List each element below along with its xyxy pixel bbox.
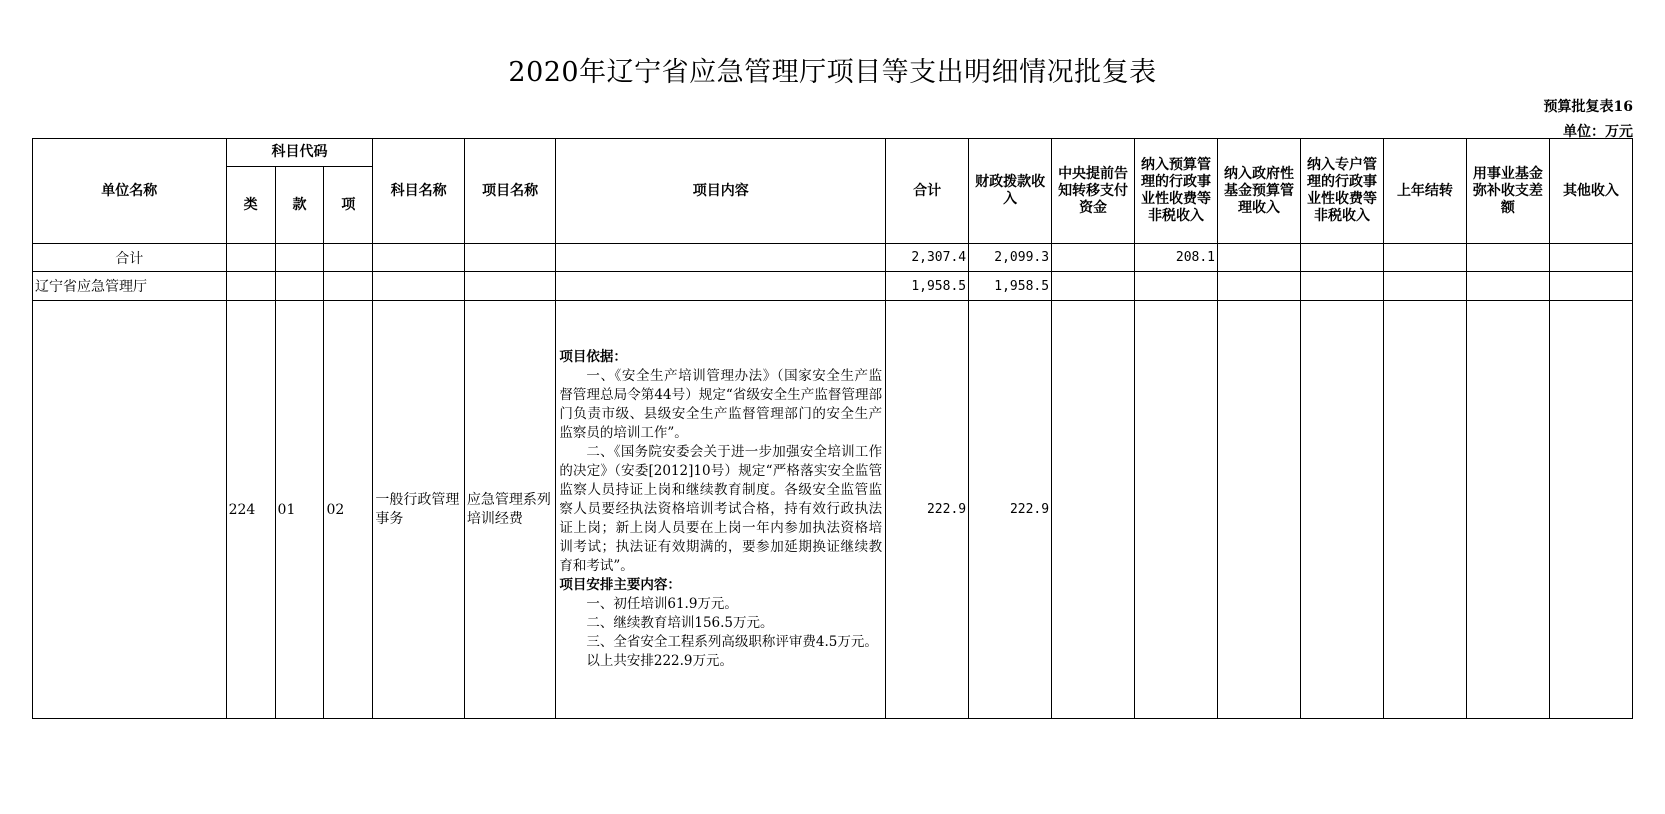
item-subject-name: 一般行政管理事务 [373,301,464,719]
header-special-acct: 纳入专户管理的行政事业性收费等非税收入 [1300,139,1383,244]
expenditure-table [32,138,1633,719]
cell [1383,301,1466,719]
cell [324,272,373,301]
cell [1052,301,1135,719]
basis-item-2: 二、《国务院安委会关于进一步加强安全培训工作的决定》（安委[2012]10号）规定“严格落实安全监管监察人员持证上岗和继续教育制度。各级安全监管监察人员要经执法资格培训考试合格，持有效行政执法证上岗；新上岗人员要在上岗一年内参加执法资格培训考试；执法证有效期满的，要参加延期换证继续教育和考试”。 [559,444,883,574]
header-budget-admin: 纳入预算管理的行政事业性收费等非税收入 [1135,139,1218,244]
header-project-content: 项目内容 [556,139,886,244]
cell [1218,301,1301,719]
cell [1549,244,1632,272]
cell [1383,272,1466,301]
item-project-content [556,301,886,719]
form-number: 预算批复表16 [1543,99,1633,115]
header-central: 中央提前告知转移支付资金 [1052,139,1135,244]
item-fiscal: 222.9 [969,301,1052,719]
total-budget-admin: 208.1 [1135,244,1218,272]
cell [556,244,886,272]
plan-item-2: 二、继续教育培训156.5万元。 [586,615,774,631]
cell [1052,244,1135,272]
cell [226,272,275,301]
header-row-1 [33,139,1633,167]
cell [1383,244,1466,272]
plan-title: 项目安排主要内容： [559,577,681,593]
header-subject-name: 科目名称 [373,139,464,244]
dept-fiscal: 1,958.5 [969,272,1052,301]
header-project-name: 项目名称 [464,139,555,244]
header-gov-fund: 纳入政府性基金预算管理收入 [1218,139,1301,244]
header-other: 其他收入 [1549,139,1632,244]
header-total: 合计 [886,139,969,244]
header-unit-name: 单位名称 [33,139,227,244]
cell [1135,301,1218,719]
header-lei: 类 [226,167,275,244]
item-kuan: 01 [275,301,324,719]
item-xiang: 02 [324,301,373,719]
cell [1549,301,1632,719]
cell [464,272,555,301]
cell [1300,301,1383,719]
basis-item-1: 一、《安全生产培训管理办法》（国家安全生产监督管理总局令第44号）规定“省级安全生产监督管理部门负责市级、县级安全生产监督管理部门的安全生产监察员的培训工作”。 [559,368,883,441]
page-title: 2020年辽宁省应急管理厅项目等支出明细情况批复表 [508,57,1157,88]
project-content-text [559,348,882,671]
header-subject-code: 科目代码 [226,139,373,167]
cell [275,244,324,272]
cell [275,272,324,301]
cell [1052,272,1135,301]
cell [1466,244,1549,272]
total-fiscal: 2,099.3 [969,244,1052,272]
cell [324,244,373,272]
table-row-item [33,301,1633,719]
plan-sum: 以上共安排222.9万元。 [586,653,734,669]
basis-title: 项目依据： [559,349,627,365]
header-fiscal: 财政拨款收入 [969,139,1052,244]
item-sum: 222.9 [886,301,969,719]
item-lei: 224 [226,301,275,719]
cell [1300,272,1383,301]
item-project-name: 应急管理系列培训经费 [464,301,555,719]
table-row-total [33,244,1633,272]
cell [1135,272,1218,301]
plan-item-3: 三、全省安全工程系列高级职称评审费4.5万元。 [586,634,878,650]
cell [556,272,886,301]
header-carryover: 上年结转 [1383,139,1466,244]
cell [1218,272,1301,301]
cell [226,244,275,272]
cell [1466,272,1549,301]
cell [464,244,555,272]
dept-name: 辽宁省应急管理厅 [33,272,227,301]
total-sum: 2,307.4 [886,244,969,272]
cell [1300,244,1383,272]
cell [373,272,464,301]
total-label: 合计 [33,244,227,272]
plan-item-1: 一、初任培训61.9万元。 [586,596,738,612]
table-row-dept [33,272,1633,301]
unit-label: 单位：万元 [1563,124,1633,140]
cell [1466,301,1549,719]
dept-sum: 1,958.5 [886,272,969,301]
header-kuan: 款 [275,167,324,244]
cell [373,244,464,272]
header-reserve-fund: 用事业基金弥补收支差额 [1466,139,1549,244]
header-xiang: 项 [324,167,373,244]
cell [1549,272,1632,301]
cell [33,301,227,719]
cell [1218,244,1301,272]
